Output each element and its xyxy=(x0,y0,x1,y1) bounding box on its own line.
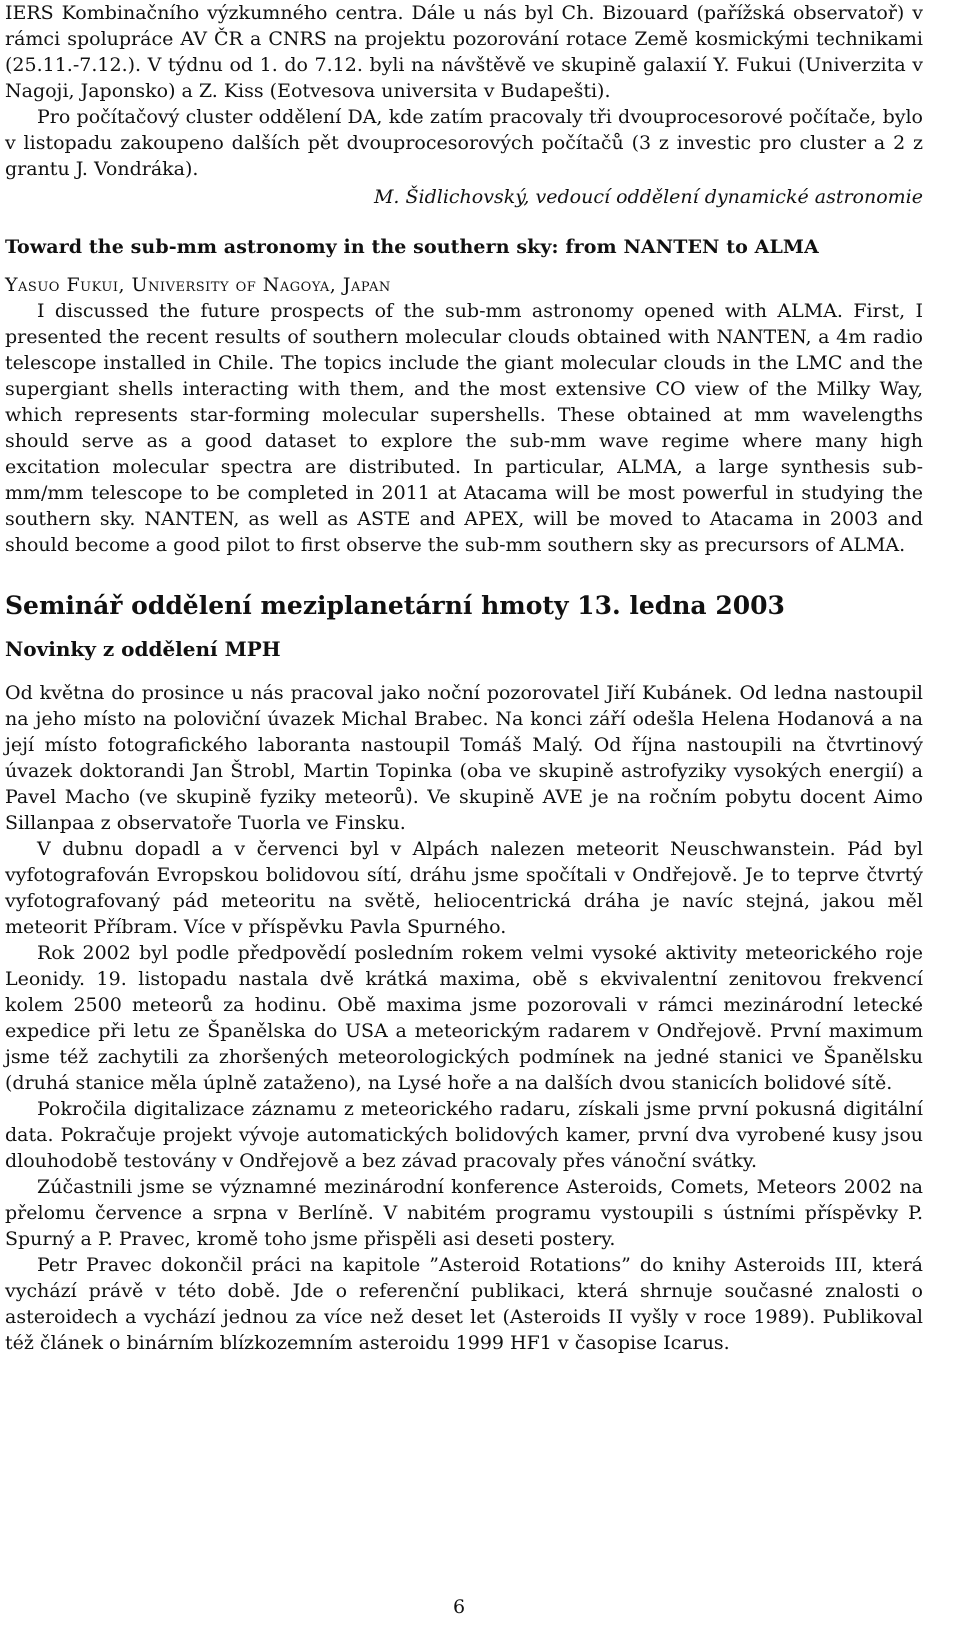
news-paragraph: Rok 2002 byl podle předpovědí posledním rokem velmi vysoké aktivity meteorického roje Leonidy. 19. listopadu nastala dvě krátká maxima, obě s ekvivalentní zenitovou frekvencí kolem 2500 meteorů za hodinu. Obě maxima jsme pozorovali v rámci mezinárodní letecké expedice při letu ze Španělska do USA a meteorickým radarem v Ondřejově. První maximum jsme též zachytili za zhoršených meteorologických podmínek na jedné stanici ve Španělsku (druhá stanice měla úplně zataženo), na Lysé hoře a na dalších dvou stanicích bolidové sítě. xyxy=(5,942,923,1094)
section-title: Novinky z oddělení MPH xyxy=(5,637,281,661)
news-paragraph: Zúčastnili jsme se významné mezinárodní konference Asteroids, Comets, Meteors 2002 na přelomu července a srpna v Berlíně. V nabitém programu vystoupili s ústními příspěvky P. Spurný a P. Pravec, kromě toho jsme přispěli asi deseti postery. xyxy=(5,1176,923,1250)
news-paragraph: Petr Pravec dokončil práci na kapitole ”Asteroid Rotations” do knihy Asteroids III, která vychází právě v této době. Jde o referenční publikaci, která shrnuje současné znalosti o asteroidech a vychází jednou za více než deset let (Asteroids II vyšly v roce 1989). Publikoval též článek o binárním blízkozemním asteroidu 1999 HF1 v časopise Icarus. xyxy=(5,1254,923,1354)
intro-paragraph-2: Pro počítačový cluster oddělení DA, kde zatím pracovaly tři dvouprocesorové počítače, bylo v listopadu zakoupeno dalších pět dvouprocesorových počítačů (3 z investic pro cluster a 2 z grantu J. Vondráka). xyxy=(5,106,923,180)
section-body xyxy=(5,680,923,1356)
news-paragraph: Pokročila digitalizace záznamu z meteorického radaru, získali jsme první pokusná digitální data. Pokračuje projekt vývoje automatických bolidových kamer, první dva vyrobené kusy jsou dlouhodobě testovány v Ondřejově a bez závad pracovaly přes vánoční svátky. xyxy=(5,1098,923,1172)
talk-author: Yasuo Fukui, University of Nagoya, Japan xyxy=(5,274,391,296)
news-paragraph: Od května do prosince u nás pracoval jako noční pozorovatel Jiří Kubánek. Od ledna nastoupil na jeho místo na poloviční úvazek Michal Brabec. Na konci září odešla Helena Hodanová a na její místo fotografického laboranta nastoupil Tomáš Malý. Od října nastoupili na čtvrtinový úvazek doktorandi Jan Štrobl, Martin Topinka (oba ve skupině astrofyziky vysokých energií) a Pavel Macho (ve skupině fyziky meteorů). Ve skupině AVE je na ročním pobytu docent Aimo Sillanpaa z observatoře Tuorla ve Finsku. xyxy=(5,682,923,834)
news-paragraph: V dubnu dopadl a v červenci byl v Alpách nalezen meteorit Neuschwanstein. Pád byl vyfotografován Evropskou bolidovou sítí, dráhu jsme spočítali v Ondřejově. Je to teprve čtvrtý vyfotografovaný pád meteoritu na světě, heliocentrická dráha je navíc stejná, jakou měl meteorit Příbram. Více v příspěvku Pavla Spurného. xyxy=(5,838,923,938)
intro-signature: M. Šidlichovský, vedoucí oddělení dynamické astronomie xyxy=(373,186,923,208)
intro-paragraph-1: IERS Kombinačního výzkumného centra. Dále u nás byl Ch. Bizouard (pařížská observatoř) v rámci spolupráce AV ČR a CNRS na projektu pozorování rotace Země kosmickými technikami (25.11.-7.12.). V týdnu od 1. do 7.12. byli na návštěvě ve skupině galaxií Y. Fukui (Univerzita v Nagoji, Japonsko) a Z. Kiss (Eotvesova universita v Budapešti). xyxy=(5,2,923,102)
document-page xyxy=(5,0,923,1356)
talk-title: Toward the sub-mm astronomy in the southern sky: from NANTEN to ALMA xyxy=(5,236,819,258)
page-number: 6 xyxy=(452,1596,466,1618)
talk-abstract: I discussed the future prospects of the sub-mm astronomy opened with ALMA. First, I presented the recent results of southern molecular clouds obtained with NANTEN, a 4m radio telescope installed in Chile. The topics include the giant molecular clouds in the LMC and the supergiant shells interacting with them, and the most extensive CO view of the Milky Way, which represents star-forming molecular supershells. These obtained at mm wavelengths should serve as a good dataset to explore the sub-mm wave regime where many high excitation molecular spectra are distributed. In particular, ALMA, a large synthesis sub-mm/mm telescope to be completed in 2011 at Atacama will be most powerful in studying the southern sky. NANTEN, as well as ASTE and APEX, will be moved to Atacama in 2003 and should become a good pilot to first observe the sub-mm southern sky as precursors of ALMA. xyxy=(5,300,923,556)
seminar-title: Seminář oddělení meziplanetární hmoty 13. ledna 2003 xyxy=(5,591,785,620)
